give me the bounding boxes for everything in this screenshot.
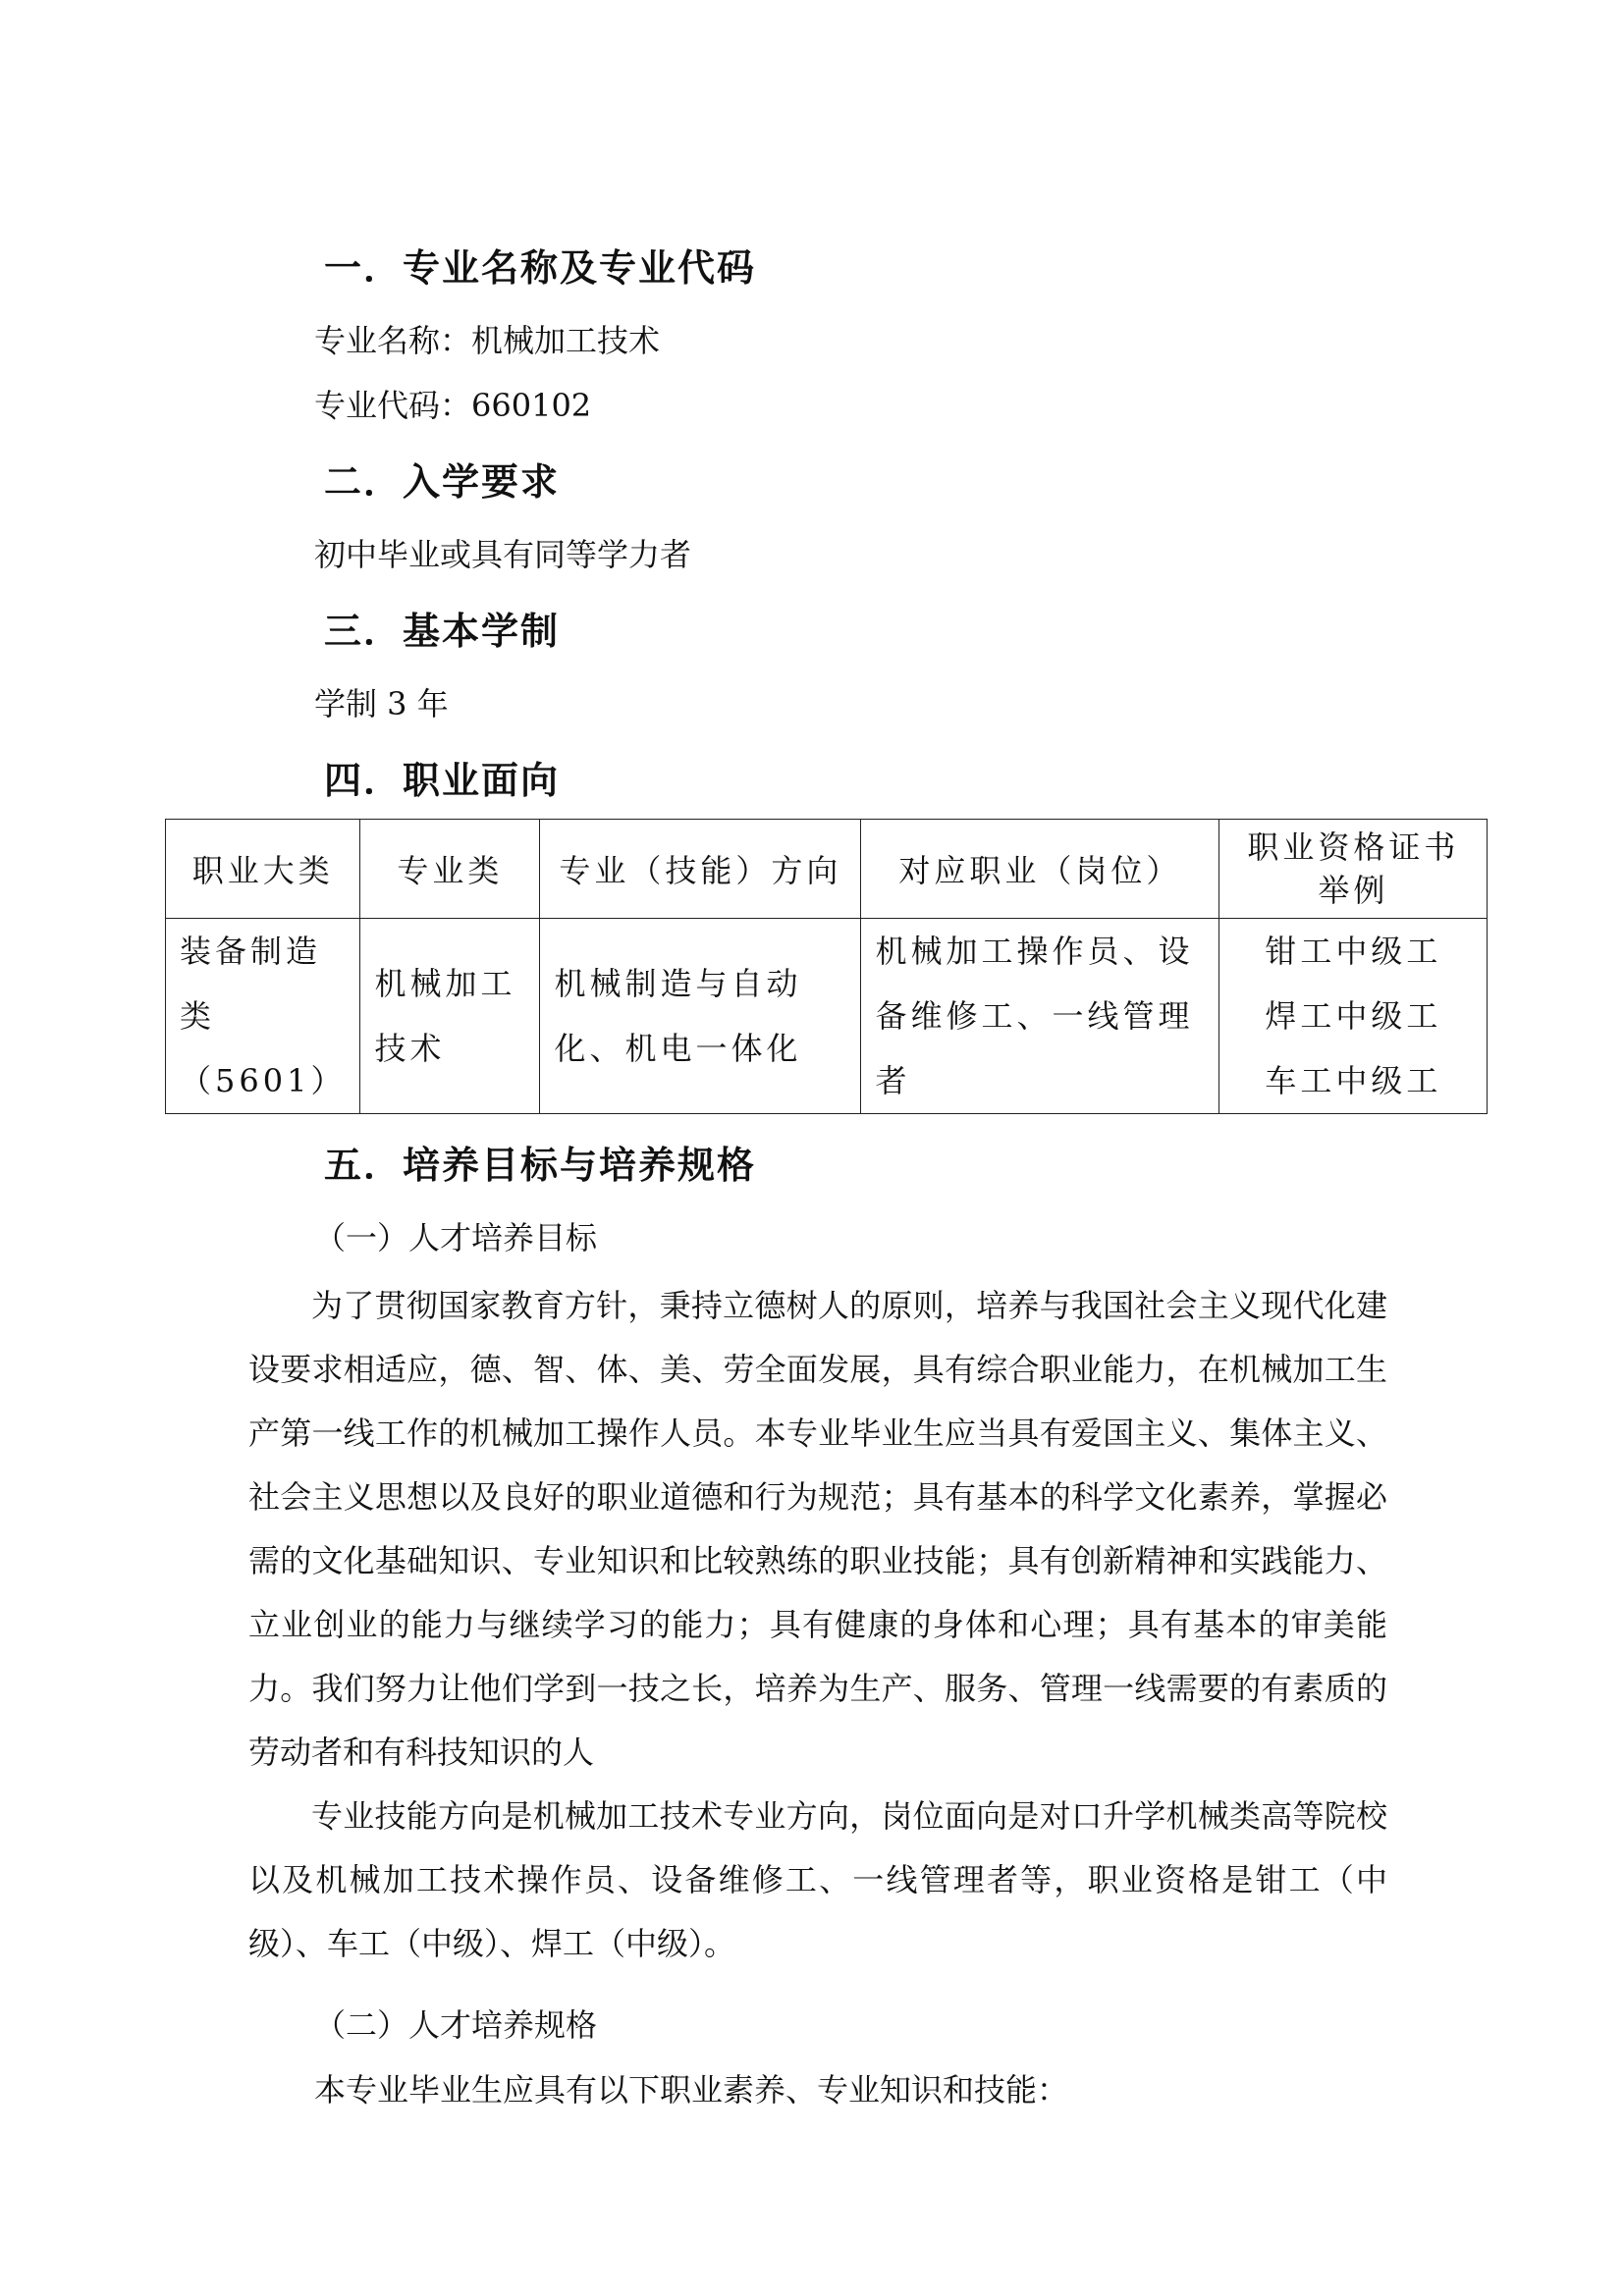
cell-major-class: 机械加工技术: [360, 919, 540, 1114]
subheading-training-goal: （一）人才培养目标: [314, 1219, 598, 1256]
header-certs: 职业资格证书举例: [1219, 820, 1488, 919]
section-3-heading: 三．基本学制: [324, 610, 561, 653]
duration-text: 学制 3 年: [314, 685, 449, 722]
major-code-line: 专业代码：660102: [314, 387, 592, 424]
section-4-heading: 四．职业面向: [324, 759, 561, 802]
career-table: [165, 819, 1488, 1114]
section-2-heading: 二．入学要求: [324, 460, 561, 504]
header-direction: 专业（技能）方向: [540, 820, 861, 919]
subheading-training-spec: （二）人才培养规格: [314, 2006, 598, 2044]
table-header-row: [166, 820, 1488, 919]
skill-direction-paragraph: 专业技能方向是机械加工技术专业方向，岗位面向是对口升学机械类高等院校以及机械加工技术操作员、设备维修工、一线管理者等，职业资格是钳工（中级）、车工（中级）、焊工（中级）。: [248, 1797, 1387, 1962]
cert-item: 焊工中级工: [1265, 997, 1442, 1035]
cert-item: 钳工中级工: [1265, 933, 1442, 970]
table-row: [166, 919, 1488, 1114]
admission-text: 初中毕业或具有同等学力者: [314, 536, 692, 573]
spec-intro-text: 本专业毕业生应具有以下职业素养、专业知识和技能：: [314, 2071, 1069, 2109]
major-name-line: 专业名称：机械加工技术: [314, 322, 661, 359]
header-category: 职业大类: [166, 820, 360, 919]
header-major-class: 专业类: [360, 820, 540, 919]
header-jobs: 对应职业（岗位）: [861, 820, 1219, 919]
cell-certs: [1219, 919, 1488, 1114]
cell-category: 装备制造类（5601）: [166, 919, 360, 1114]
cert-item: 车工中级工: [1265, 1062, 1442, 1099]
cell-direction: 机械制造与自动化、机电一体化: [540, 919, 861, 1114]
cell-jobs: 机械加工操作员、设备维修工、一线管理者: [861, 919, 1219, 1114]
section-1-heading: 一．专业名称及专业代码: [324, 246, 757, 290]
training-goal-paragraph: 为了贯彻国家教育方针，秉持立德树人的原则，培养与我国社会主义现代化建设要求相适应，德、智、体、美、劳全面发展，具有综合职业能力，在机械加工生产第一线工作的机械加工操作人员。本专业毕业生应当具有爱国主义、集体主义、社会主义思想以及良好的职业道德和行为规范；具有基本的科学文化素养，掌握必需的文化基础知识、专业知识和比较熟练的职业技能；具有创新精神和实践能力、立业创业的能力与继续学习的能力；具有健康的身体和心理；具有基本的审美能力。我们努力让他们学到一技之长，培养为生产、服务、管理一线需要的有素质的劳动者和有科技知识的人: [248, 1287, 1387, 1771]
section-5-heading: 五．培养目标与培养规格: [324, 1144, 757, 1187]
